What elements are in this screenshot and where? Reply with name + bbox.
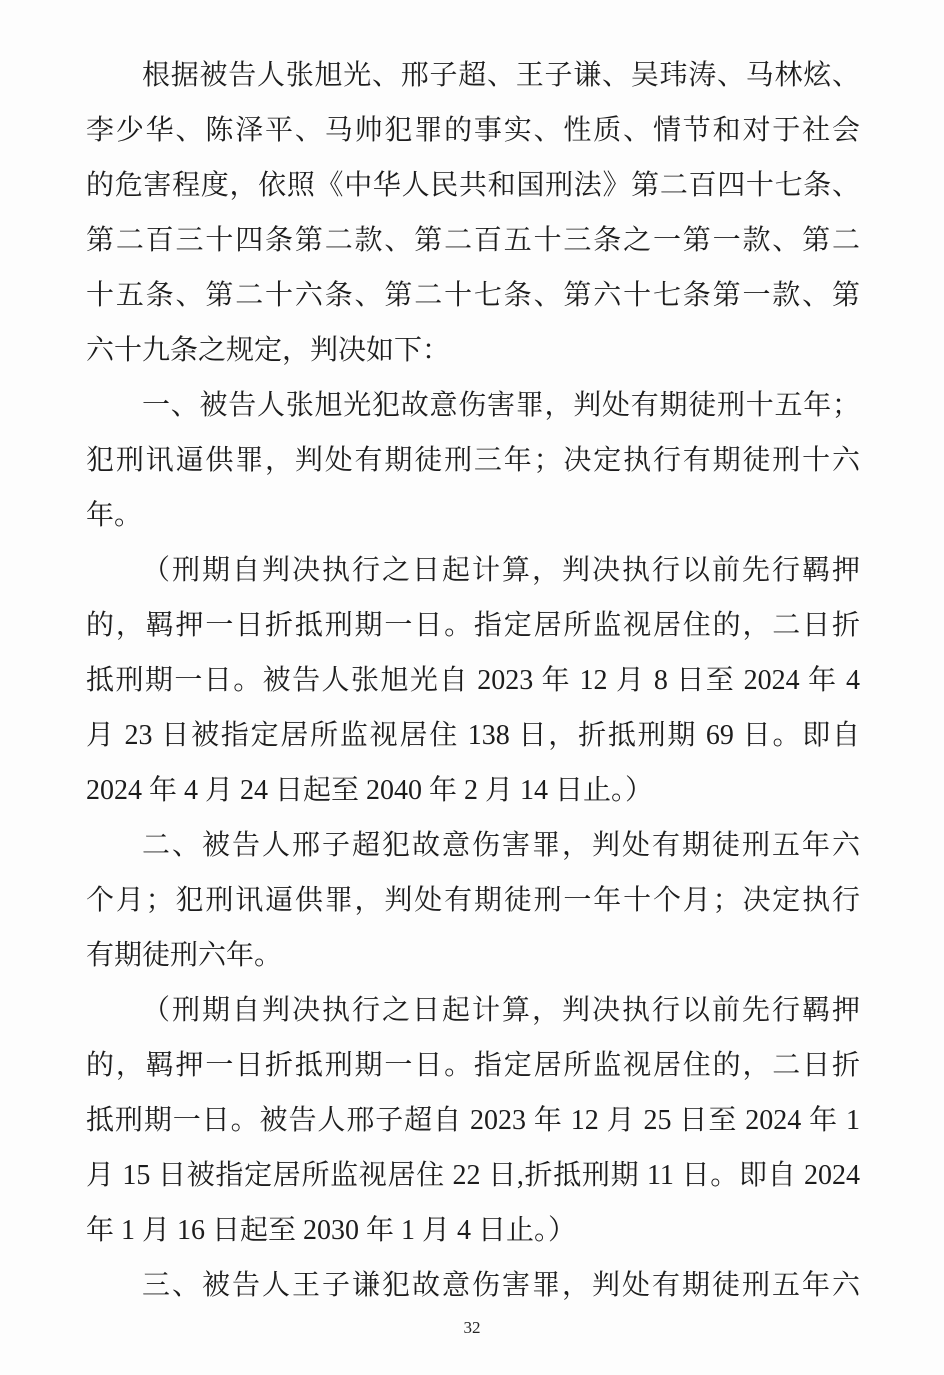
text-line: 六十九条之规定，判决如下： <box>86 335 451 366</box>
text-line: 李少华、陈泽平、马帅犯罪的事实、性质、情节和对于社会 <box>86 115 860 146</box>
text-line: 有期徒刑六年。 <box>86 940 283 971</box>
text-line: 一、被告人张旭光犯故意伤害罪，判处有期徒刑十五年； <box>142 390 860 421</box>
text-line: （刑期自判决执行之日起计算，判决执行以前先行羁押 <box>142 555 860 586</box>
text-line: 月 23 日被指定居所监视居住 138 日，折抵刑期 69 日。即自 <box>86 720 860 751</box>
text-line: 根据被告人张旭光、邢子超、王子谦、吴玮涛、马林炫、 <box>142 60 860 91</box>
judgment-text-block <box>86 48 860 1313</box>
text-line: 抵刑期一日。被告人张旭光自 2023 年 12 月 8 日至 2024 年 4 <box>86 665 860 696</box>
text-line: 十五条、第二十六条、第二十七条、第六十七条第一款、第 <box>86 280 860 311</box>
text-line: 2024 年 4 月 24 日起至 2040 年 2 月 14 日止。） <box>86 775 654 806</box>
text-line: 二、被告人邢子超犯故意伤害罪，判处有期徒刑五年六 <box>142 830 860 861</box>
text-line: 月 15 日被指定居所监视居住 22 日,折抵刑期 11 日。即自 2024 <box>86 1160 860 1191</box>
text-line: 抵刑期一日。被告人邢子超自 2023 年 12 月 25 日至 2024 年 1 <box>86 1105 860 1136</box>
page-number: 32 <box>463 1318 481 1337</box>
text-line: （刑期自判决执行之日起计算，判决执行以前先行羁押 <box>142 995 860 1026</box>
text-line: 犯刑讯逼供罪，判处有期徒刑三年；决定执行有期徒刑十六 <box>86 445 860 476</box>
text-line: 年。 <box>86 500 143 531</box>
text-line: 年 1 月 16 日起至 2030 年 1 月 4 日止。） <box>86 1215 577 1246</box>
text-line: 的，羁押一日折抵刑期一日。指定居所监视居住的，二日折 <box>86 610 860 641</box>
text-line: 的，羁押一日折抵刑期一日。指定居所监视居住的，二日折 <box>86 1050 860 1081</box>
text-line: 的危害程度，依照《中华人民共和国刑法》第二百四十七条、 <box>86 170 860 201</box>
text-line: 三、被告人王子谦犯故意伤害罪，判处有期徒刑五年六 <box>142 1270 860 1301</box>
text-line: 个月；犯刑讯逼供罪，判处有期徒刑一年十个月；决定执行 <box>86 885 860 916</box>
text-line: 第二百三十四条第二款、第二百五十三条之一第一款、第二 <box>86 225 860 256</box>
